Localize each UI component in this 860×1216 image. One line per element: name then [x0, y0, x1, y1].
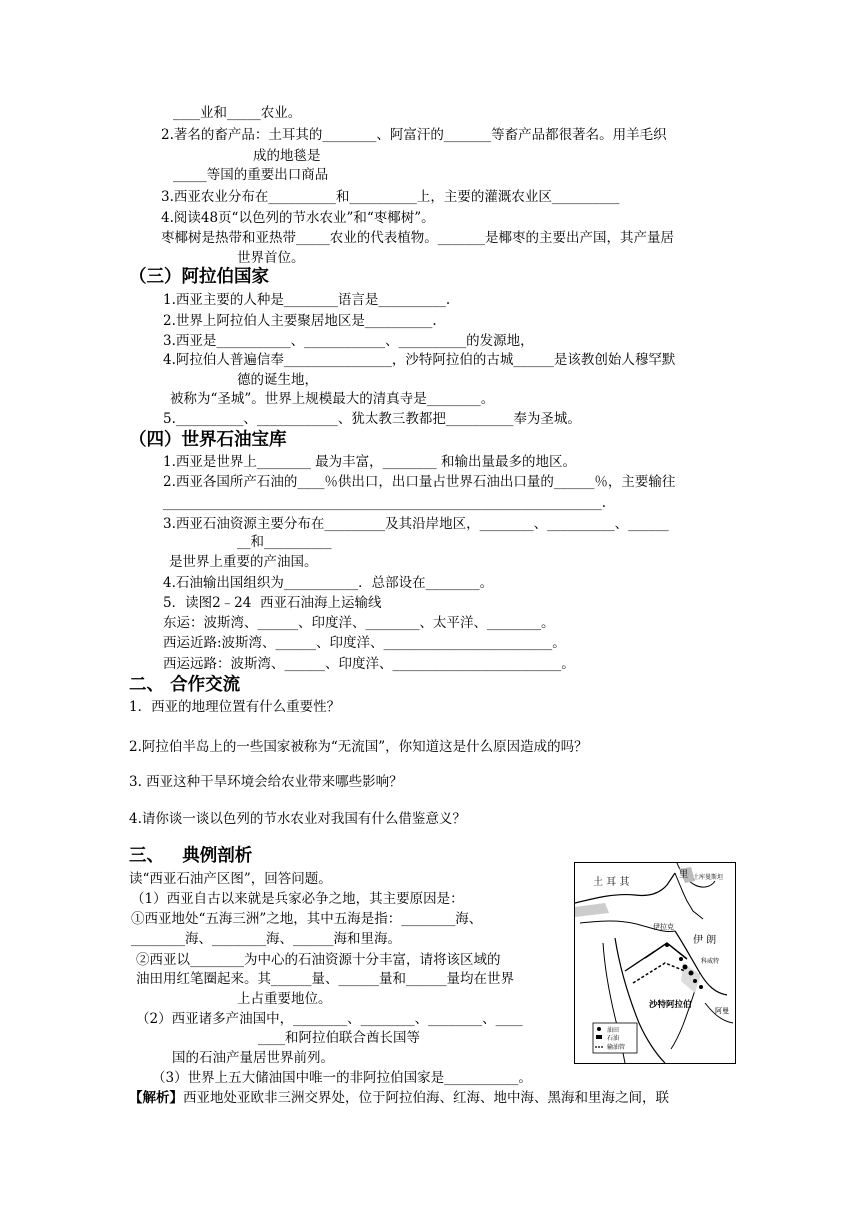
text-line: 国的石油产量居世界前列。 [172, 1050, 334, 1066]
map-graphic [575, 863, 735, 1063]
text-line: 3.西亚是___________、____________、__________的发源地， [163, 333, 534, 349]
label-turkey: 土 耳 其 [593, 877, 630, 888]
text-line: 5．读图2﹣24 西亚石油海上运输线 [163, 595, 382, 611]
text-line: _________________________________________________________________. [163, 495, 607, 511]
text-line: 3.西亚石油资源主要分布在_________及其沿岸地区，________、__________、______ [163, 516, 669, 532]
text-line: 2.著名的畜产品：土耳其的________、阿富汗的_______等畜产品都很著名。用羊毛织 [161, 127, 667, 143]
text-line: ____和阿拉伯联合酋长国等 [258, 1030, 420, 1046]
text-line: 1.西亚主要的人种是________语言是__________. [163, 292, 451, 308]
text-line: 5.__________、____________、犹太教三教都把__________奉为圣城。 [163, 411, 581, 427]
text-line: 4.阅读48页“以色列的节水农业”和“枣椰树”。 [161, 210, 435, 226]
text-line: 1.西亚是世界上________ 最为丰富，________ 和输出量最多的地区。 [163, 454, 576, 470]
label-saudi-arabia: 沙特阿拉伯 [649, 1000, 692, 1010]
text-line: ________海、________海、______海和里海。 [131, 931, 401, 947]
section-heading-arab-countries: （三）阿拉伯国家 [129, 267, 269, 287]
text-line: （1）西亚自古以来就是兵家必争之地，其主要原因是： [131, 891, 464, 907]
legend-oil: 石油 [607, 1035, 620, 1042]
question-line: 1．西亚的地理位置有什么重要性？ [129, 699, 341, 715]
legend-pipeline: 输油管 [607, 1044, 626, 1051]
text-line: 西运远路：波斯湾、______、印度洋、_________________________。 [163, 656, 575, 672]
text-line: 西运近路:波斯湾、______、印度洋、_________________________。 [163, 635, 566, 651]
text-line: （3）世界上五大储油国中唯一的非阿拉伯国家是___________。 [152, 1070, 532, 1086]
text-line: 读“西亚石油产区图”，回答问题。 [129, 871, 332, 887]
analysis-label: 【解析】 [129, 1090, 183, 1106]
text-line: 枣椰树是热带和亚热带_____农业的代表植物。_______是椰枣的主要出产国，其产量居 [161, 230, 674, 246]
west-asia-oil-map [574, 862, 736, 1064]
text-line: 上占重要地位。 [237, 991, 332, 1007]
question-line: 4.请你谈一谈以色列的节水农业对我国有什么借鉴意义？ [129, 811, 466, 827]
legend-oilfield: 油田 [607, 1027, 620, 1034]
section-heading-example: 三、 典例剖析 [129, 846, 253, 866]
section-heading-oil: （四）世界石油宝库 [129, 430, 287, 450]
text-line: 2.西亚各国所产石油的____％供出口，出口量占世界石油出口量的______％，主要输往 [163, 474, 676, 490]
text-line: （2）西亚诸多产油国中，________、________、________、____ [136, 1011, 523, 1027]
label-oman: 阿曼 [715, 1007, 729, 1015]
text-line: 东运：波斯湾、______、印度洋、________、太平洋、________。 [163, 615, 555, 631]
text-line: ①西亚地处“五海三洲”之地，其中五海是指：________海、 [131, 911, 483, 927]
text-line: 是世界上重要的产油国。 [169, 554, 318, 570]
section-heading-cooperation: 二、 合作交流 [129, 675, 241, 695]
text-line: 被称为“圣城”。世界上规模最大的清真寺是________。 [170, 391, 495, 407]
analysis-text: 西亚地处亚欧非三洲交界处，位于阿拉伯海、红海、地中海、黑海和里海之间，联 [183, 1090, 669, 1106]
text-line: ____业和_____农业。 [173, 105, 302, 121]
text-line: 成的地毯是 [253, 148, 321, 164]
analysis-line [129, 1089, 669, 1107]
text-line: 油田用红笔圈起来。其______量、______量和______量均在世界 [136, 971, 514, 987]
text-line: 4.阿拉伯人普遍信奉________________，沙特阿拉伯的古城______是该教创始人穆罕默 [163, 352, 676, 368]
text-line: 4.石油输出国组织为___________．总部设在________。 [163, 575, 494, 591]
text-line: 世界首位。 [237, 250, 305, 266]
text-line: _____等国的重要出口商品 [173, 167, 329, 183]
text-line: ②西亚以________为中心的石油资源十分丰富，请将该区域的 [136, 952, 501, 968]
label-turkmenistan: 土库曼斯坦 [693, 874, 724, 881]
label-kuwait: 科威特 [701, 958, 720, 965]
label-iraq: 伊拉克 [653, 923, 674, 931]
text-line: __和__________ [237, 534, 332, 550]
text-line: 德的诞生地， [237, 372, 318, 388]
text-line: 2.世界上阿拉伯人主要聚居地区是__________. [163, 313, 437, 329]
question-line: 3. 西亚这种干旱环境会给农业带来哪些影响？ [129, 774, 403, 790]
label-caspian: 里 [679, 870, 689, 880]
text-line: 3.西亚农业分布在__________和__________上，主要的灌溉农业区__________ [161, 189, 620, 205]
question-line: 2.阿拉伯半岛上的一些国家被称为“无流国”，你知道这是什么原因造成的吗？ [129, 739, 588, 755]
label-iran: 伊 朗 [693, 935, 717, 946]
